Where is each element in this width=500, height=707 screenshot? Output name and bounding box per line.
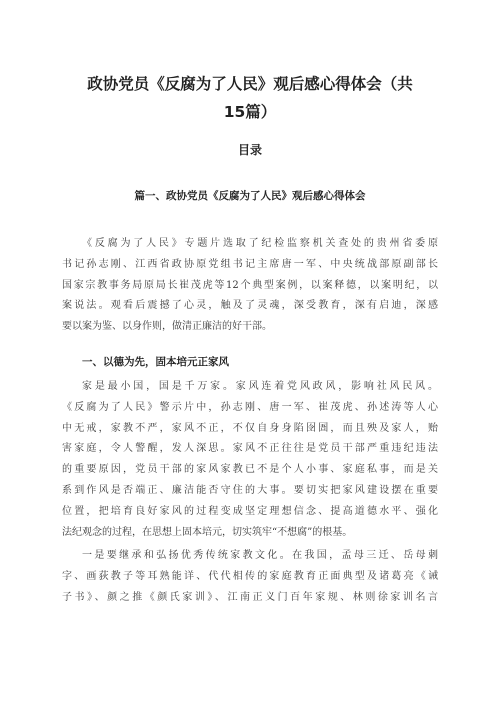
paragraph-line: 要以案为鉴、以身作则，做清正廉洁的好干部。 (62, 321, 272, 333)
document-title-line-2: 15篇） (223, 103, 277, 121)
paragraph-line: 案说法。观看后震撼了心灵，触及了灵魂，深受教育，深有启迪，深感 (62, 300, 438, 312)
toc-heading: 目录 (237, 143, 262, 157)
paragraph-line: 国家宗教事务局原局长崔茂虎等12个典型案例，以案释德，以案明纪，以 (62, 279, 438, 291)
paragraph-line: 子书》、颜之推《颜氏家训》、江南正义门百年家规、林则徐家训名言 (62, 591, 438, 603)
paragraph-line: 的重要原因，党员干部的家风家教已不是个人小事、家庭私事，而是关 (62, 464, 438, 476)
paragraph-line: 法纪观念的过程，在思想上固本培元，切实筑牢“不想腐”的根基。 (62, 526, 353, 538)
paragraph-line: 字、画荻教子等耳熟能详、代代相传的家庭教育正面典型及诸葛亮《诫 (62, 570, 438, 582)
document-title-line-1: 政协党员《反腐为了人民》观后感心得体会（共 (87, 75, 413, 93)
paragraph-line: 系到作风是否端正、廉洁能否守住的大事。要切实把家风建设摆在重要 (62, 484, 438, 496)
paragraph-line: 一是要继承和弘扬优秀传统家教文化。在我国，孟母三迁、岳母刺 (82, 550, 438, 561)
paragraph-line: 《反腐为了人民》警示片中，孙志刚、唐一军、崔茂虎、孙述涛等人心 (62, 401, 438, 413)
paragraph-intro (62, 234, 438, 338)
paragraph-line: 中无戒，家教不严，家风不正，不仅自身身陷囹圄，而且殃及家人，贻 (62, 422, 438, 434)
paragraph-line: 家是最小国，国是千万家。家风连着党风政风，影响社风民风。 (82, 381, 438, 392)
paragraph-line: 位置，把培育良好家风的过程变成坚定理想信念、提高道德水平、强化 (62, 505, 438, 517)
paragraph-line: 《反腐为了人民》专题片选取了纪检监察机关查处的贵州省委原 (82, 238, 438, 249)
paragraph-line: 害家庭，令人警醒，发人深思。家风不正往往是党员干部严重违纪违法 (62, 443, 438, 455)
paragraph-tradition (62, 546, 438, 608)
section-heading: 篇一、政协党员《反腐为了人民》观后感心得体会 (134, 190, 366, 202)
paragraph-line: 书记孙志刚、江西省政协原党组书记主席唐一军、中央统战部原副部长 (62, 258, 438, 270)
document-title (60, 70, 440, 126)
subheading-1: 一、以德为先，固本培元正家风 (82, 356, 229, 368)
paragraph-family-style (62, 377, 438, 543)
